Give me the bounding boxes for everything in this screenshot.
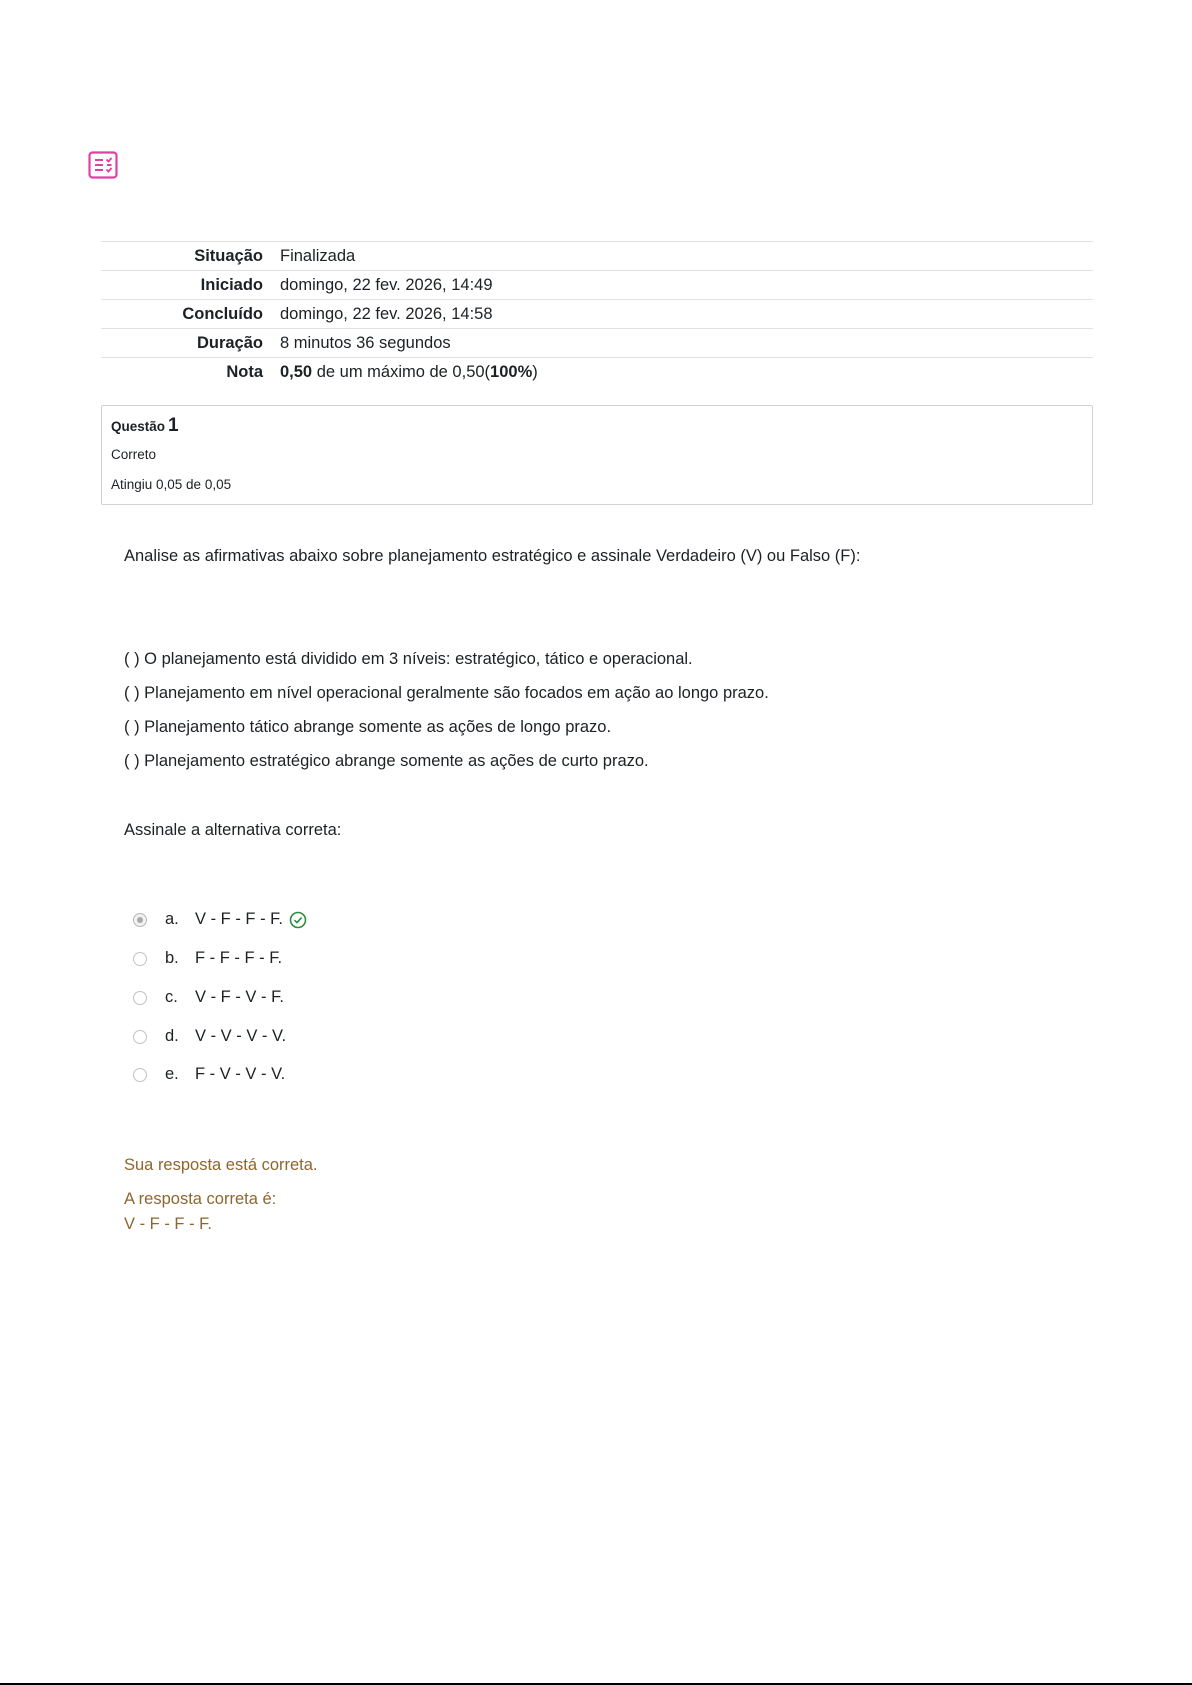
summary-row-status (101, 242, 1093, 271)
answer-text: V - F - V - F. (195, 988, 284, 1006)
answer-letter: e. (165, 1065, 179, 1083)
summary-label: Concluído (182, 304, 263, 323)
feedback-correct-answer: V - F - F - F. (124, 1215, 212, 1233)
radio-button[interactable] (133, 991, 147, 1005)
answer-text: V - V - V - V. (195, 1027, 287, 1045)
question-info-box (101, 405, 1093, 505)
question-grade: Atingiu 0,05 de 0,05 (111, 477, 232, 492)
statement-item: ( ) Planejamento estratégico abrange somente as ações de curto prazo. (124, 752, 649, 770)
answer-option-b[interactable] (133, 949, 282, 968)
summary-row-completed (101, 300, 1093, 329)
question-number (111, 415, 179, 437)
answer-text: F - F - F - F. (195, 949, 283, 967)
answer-option-e[interactable] (133, 1065, 285, 1084)
answer-letter: a. (165, 910, 179, 928)
answer-text: F - V - V - V. (195, 1065, 286, 1083)
feedback-correct-label: A resposta correta é: (124, 1190, 277, 1208)
summary-row-started (101, 271, 1093, 300)
summary-row-duration (101, 329, 1093, 358)
summary-label: Situação (194, 246, 263, 265)
answer-letter: d. (165, 1027, 179, 1045)
summary-value: 8 minutos 36 segundos (280, 333, 451, 352)
statement-item: ( ) Planejamento tático abrange somente as ações de longo prazo. (124, 718, 612, 736)
feedback-result: Sua resposta está correta. (124, 1156, 318, 1174)
grade-percent: 100% (490, 362, 533, 381)
answer-letter: b. (165, 949, 179, 967)
statement-item: ( ) Planejamento em nível operacional geralmente são focados em ação ao longo prazo. (124, 684, 769, 702)
summary-label: Duração (196, 333, 263, 352)
radio-button[interactable] (133, 1068, 147, 1082)
question-label: Questão (111, 419, 166, 434)
quiz-icon (88, 151, 118, 179)
question-number-value: 1 (168, 415, 179, 436)
answer-option-c[interactable] (133, 988, 284, 1007)
summary-label: Iniciado (200, 275, 263, 294)
answer-text: V - F - F - F. (195, 910, 283, 928)
question-state: Correto (111, 447, 157, 462)
answer-option-a[interactable] (133, 910, 307, 929)
statement-item: ( ) O planejamento está dividido em 3 níveis: estratégico, tático e operacional. (124, 650, 693, 668)
grade-close: ) (532, 362, 538, 381)
answer-option-d[interactable] (133, 1027, 286, 1046)
summary-value: domingo, 22 fev. 2026, 14:58 (280, 304, 493, 323)
question-prompt: Assinale a alternativa correta: (124, 821, 342, 839)
summary-value: domingo, 22 fev. 2026, 14:49 (280, 275, 493, 294)
radio-button[interactable] (133, 913, 147, 927)
summary-row-grade (101, 358, 1093, 387)
answer-letter: c. (165, 988, 178, 1006)
question-intro: Analise as afirmativas abaixo sobre planejamento estratégico e assinale Verdadeiro (V) ou Falso (F): (124, 547, 861, 565)
summary-value: Finalizada (280, 246, 356, 265)
check-circle-icon (289, 911, 307, 929)
radio-button[interactable] (133, 952, 147, 966)
grade-max: de um máximo de 0,50( (312, 362, 491, 381)
summary-label: Nota (226, 362, 263, 381)
grade-score: 0,50 (280, 362, 313, 381)
summary-value (280, 358, 1093, 387)
radio-button[interactable] (133, 1030, 147, 1044)
attempt-summary-table (101, 241, 1093, 387)
